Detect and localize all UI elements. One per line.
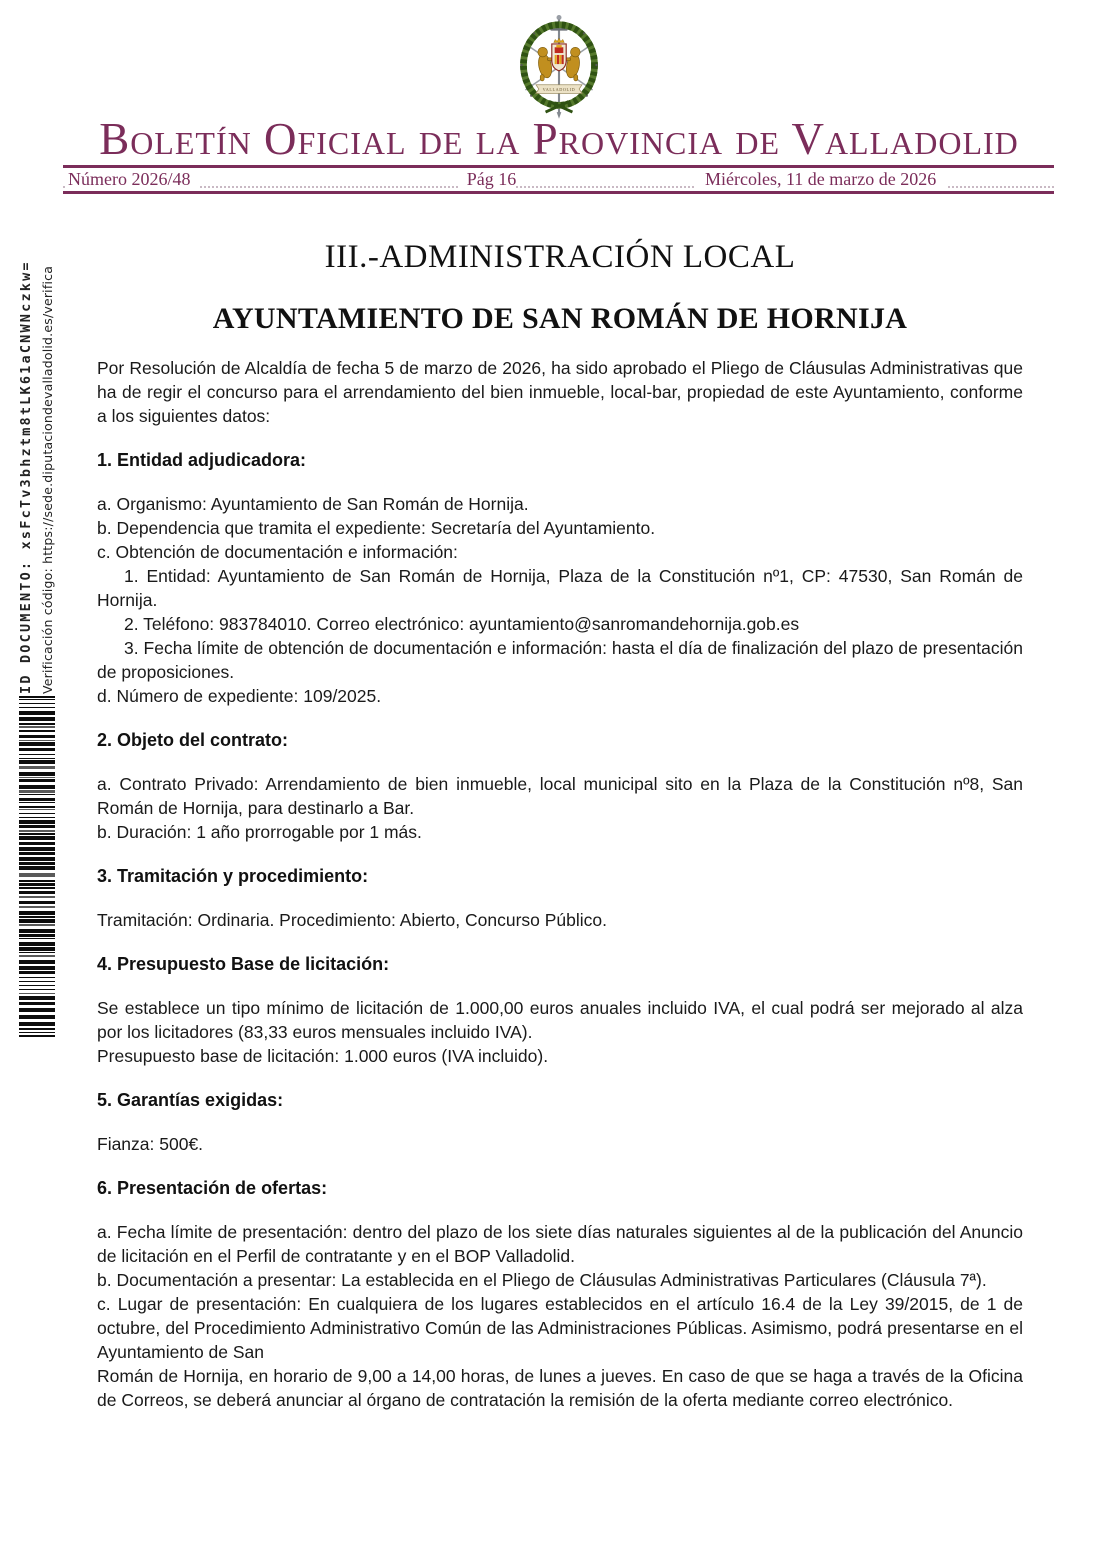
barcode-bar (19, 703, 55, 704)
barcode-bar (19, 1035, 55, 1037)
barcode-bar (19, 830, 55, 832)
barcode-bar (19, 993, 55, 994)
document-body (97, 236, 1023, 1412)
barcode-bar (19, 942, 55, 946)
barcode-bar (19, 726, 55, 728)
barcode-bar (19, 880, 55, 882)
verification-url-vertical-text: Verificación código: https://sede.diputaciondevalladolid.es/verifica (40, 265, 55, 694)
barcode-bar (19, 723, 55, 725)
barcode-bar (19, 847, 55, 851)
barcode-bar (19, 981, 55, 982)
section-paragraph: c. Lugar de presentación: En cualquiera de los lugares establecidos en el artículo 16.4 de la Ley 39/2015, de 1 de octubre, del Procedimiento Administrativo Común de las Administraciones Públicas. Asimismo, podrá presentarse en el Ayuntamiento de San (97, 1294, 1023, 1362)
barcode-bar (19, 794, 55, 795)
barcode-bar (19, 1022, 55, 1026)
barcode-bar (19, 934, 55, 937)
barcode-bar (19, 777, 55, 778)
barcode-bar (19, 758, 55, 759)
barcode-bar (19, 896, 55, 898)
barcode-bar (19, 790, 55, 793)
issue-meta-row (68, 168, 1052, 190)
barcode-bar (19, 785, 55, 789)
section-paragraph: 2. Teléfono: 983784010. Correo electrónico: ayuntamiento@sanromandehornija.gob.es (124, 614, 800, 634)
barcode-bar (19, 802, 55, 803)
barcode-bar (19, 919, 55, 923)
section-title: III.-ADMINISTRACIÓN LOCAL (324, 239, 796, 275)
barcode-bar (19, 911, 55, 915)
barcode-bar (19, 842, 55, 845)
barcode-bar (19, 916, 55, 918)
barcode-bar (19, 906, 55, 908)
barcode-bar (19, 699, 55, 700)
barcode-bar (19, 717, 55, 721)
barcode-bar (19, 966, 55, 970)
section-paragraph: a. Contrato Privado: Arrendamiento de bien inmueble, local municipal sito en la Plaza de la Constitución nº8, San Román de Hornija, para destinarlo a Bar. (97, 774, 1023, 818)
section-heading: 1. Entidad adjudicadora: (97, 450, 307, 470)
issue-date: Miércoles, 11 de marzo de 2026 (695, 169, 946, 189)
section-heading: 6. Presentación de ofertas: (97, 1178, 328, 1198)
barcode-bar (19, 696, 55, 698)
section-paragraph: b. Documentación a presentar: La establecida en el Pliego de Cláusulas Administrativas Particulares (Cláusula 7ª). (97, 1270, 987, 1290)
barcode-bar (19, 952, 55, 953)
barcode-bar (19, 977, 55, 978)
coat-of-arms-emblem (511, 10, 607, 122)
section-paragraph: 1. Entidad: Ayuntamiento de San Román de Hornija, Plaza de la Constitución nº1, CP: 47530, San Román de Hornija. (97, 566, 1023, 610)
barcode-bar (19, 873, 55, 877)
section-paragraph: Román de Hornija, en horario de 9,00 a 14,00 horas, de lunes a jueves. En caso de que se haga a través de la Oficina de Correos, se deberá anunciar al órgano de contratación la remisión de la oferta mediante correo electrónico. (97, 1366, 1023, 1410)
section-paragraph: b. Duración: 1 año prorrogable por 1 más. (97, 822, 422, 842)
barcode-bar (19, 960, 55, 964)
verification-barcode (19, 696, 55, 1041)
page-number: Pág 16 (459, 169, 517, 189)
barcode-bar (19, 891, 55, 894)
section-paragraph: 3. Fecha límite de obtención de documentación e información: hasta el día de finalización del plazo de presentación de proposiciones. (97, 638, 1023, 682)
barcode-bar (19, 825, 55, 828)
barcode-bar (19, 817, 55, 818)
section-paragraph: a. Organismo: Ayuntamiento de San Román de Hornija. (97, 494, 529, 514)
section-paragraph: Se establece un tipo mínimo de licitación de 1.000,00 euros anuales incluido IVA, el cual podrá ser mejorado al alza por los licitadores (83,33 euros mensuales incluido IVA). (97, 998, 1023, 1042)
header-rule-bottom (63, 191, 1054, 194)
barcode-bar (19, 809, 55, 810)
barcode-bar (19, 1028, 55, 1030)
barcode-bar (19, 887, 55, 889)
barcode-bar (19, 748, 55, 751)
section-heading: 2. Objeto del contrato: (97, 730, 289, 750)
barcode-bar (19, 772, 55, 776)
barcode-bar (19, 766, 55, 769)
barcode-bar (19, 1002, 55, 1005)
barcode-bar (19, 740, 55, 741)
barcode-bar (19, 1008, 55, 1012)
intro-paragraph: Por Resolución de Alcaldía de fecha 5 de marzo de 2026, ha sido aprobado el Pliego de Cláusulas Administrativas que ha de regir el concurso para el arrendamiento del bien inmueble, local-bar, propiedad de este Ayuntamiento, conforme a los siguientes datos: (97, 358, 1023, 426)
barcode-bar (19, 947, 55, 951)
barcode-bar (19, 754, 55, 755)
section-paragraph: c. Obtención de documentación e información: (97, 542, 458, 562)
barcode-bar (19, 989, 55, 990)
barcode-bar (19, 857, 55, 861)
barcode-bar (19, 938, 55, 939)
barcode-bar (19, 883, 55, 886)
barcode-bar (19, 806, 55, 808)
barcode-bar (19, 836, 55, 840)
barcode-bar (19, 779, 55, 782)
organization-title: AYUNTAMIENTO DE SAN ROMÁN DE HORNIJA (212, 302, 908, 335)
barcode-bar (19, 833, 55, 835)
section-paragraph: Tramitación: Ordinaria. Procedimiento: Abierto, Concurso Público. (97, 910, 607, 930)
barcode-bar (19, 866, 55, 870)
barcode-bar (19, 798, 55, 801)
section-paragraph: a. Fecha límite de presentación: dentro del plazo de los siete días naturales siguientes al de la publicación del Anuncio de licitación en el Perfil de contratante y en el BOP Valladolid. (97, 1222, 1023, 1266)
section-paragraph: d. Número de expediente: 109/2025. (97, 686, 382, 706)
issue-number: Número 2026/48 (68, 169, 198, 189)
barcode-bar (19, 852, 55, 855)
emblem-caption: VALLADOLID (542, 86, 576, 92)
document-id-vertical-text: ID DOCUMENTO: xsFcTv3bhztm8tLK61aCNWNczkw= (18, 260, 34, 694)
barcode-bar (19, 862, 55, 865)
barcode-bar (19, 742, 55, 746)
barcode-bar (19, 820, 55, 824)
barcode-bar (19, 924, 55, 926)
barcode-bar (19, 996, 55, 1000)
barcode-bar (19, 971, 55, 974)
barcode-bar (19, 985, 55, 986)
section-paragraph: b. Dependencia que tramita el expediente: Secretaría del Ayuntamiento. (97, 518, 656, 538)
section-paragraph: Presupuesto base de licitación: 1.000 euros (IVA incluido). (97, 1046, 549, 1066)
section-paragraph: Fianza: 500€. (97, 1134, 204, 1154)
sections-container (97, 448, 1023, 1412)
barcode-bar (19, 901, 55, 904)
section-heading: 5. Garantías exigidas: (97, 1090, 284, 1110)
barcode-bar (19, 955, 55, 957)
barcode-bar (19, 1015, 55, 1019)
barcode-bar (19, 929, 55, 933)
section-heading: 4. Presupuesto Base de licitación: (97, 954, 390, 974)
barcode-bar (19, 707, 55, 708)
barcode-bar (19, 760, 55, 764)
section-heading: 3. Tramitación y procedimiento: (97, 866, 369, 886)
bulletin-title: Boletín Oficial de la Provincia de Valladolid (99, 114, 1019, 164)
barcode-bar (19, 813, 55, 814)
barcode-bar (19, 1032, 55, 1033)
barcode-bar (19, 711, 55, 715)
barcode-bar (19, 735, 55, 738)
barcode-bar (19, 730, 55, 732)
